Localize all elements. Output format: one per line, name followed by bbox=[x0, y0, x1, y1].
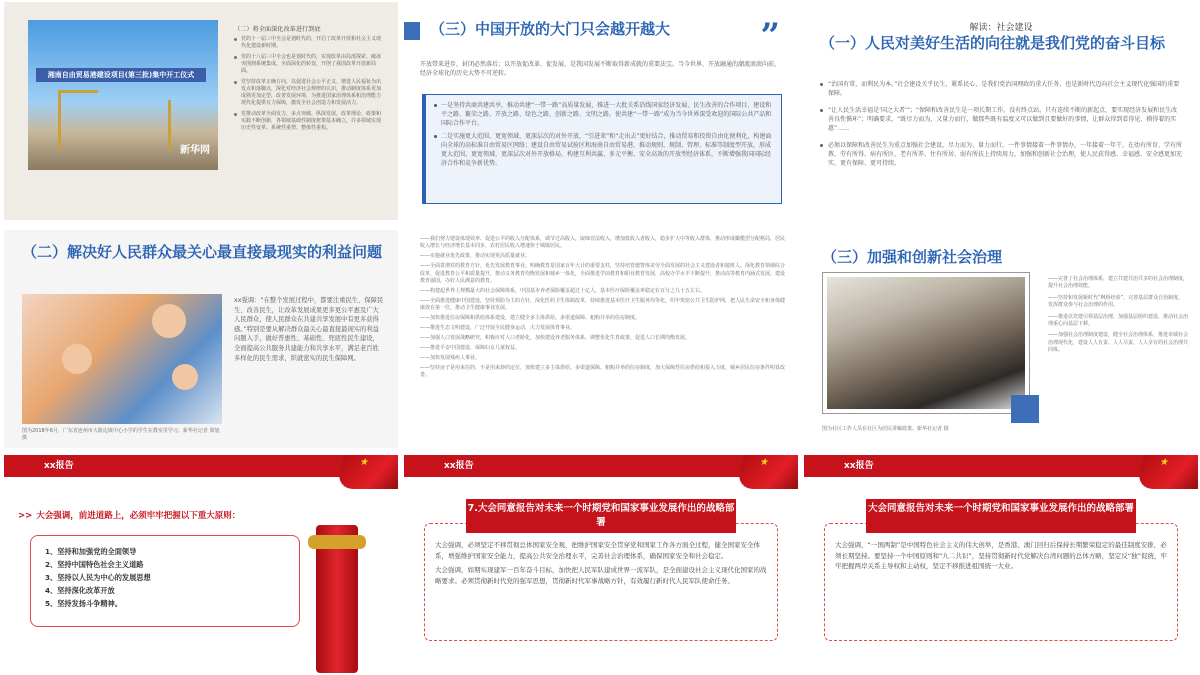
list-item: 3、坚持以人民为中心的发展思想 bbox=[45, 573, 151, 582]
slide-thumbnail-5[interactable] bbox=[404, 230, 798, 448]
list-item: ——坚持房子是用来住的、不是用来炒的定位，加快建立多主体供给、多渠道保障、租购并举的住房制度，加大保障性住房供给和投入力度，城乡居民住房条件明显改善。 bbox=[420, 364, 786, 379]
paragraph: 大会强调，如期实现建军一百年奋斗目标，加快把人民军队建成世界一流军队，是全面建设社会主义现代化国家的战略要求。必须贯彻新时代党的强军思想，贯彻新时代军事战略方针，有效履行新时代人民军队使命任务。 bbox=[435, 566, 767, 585]
slide-subtitle: 解读：社会建设 bbox=[969, 23, 1033, 33]
list-item: 党推动改革全面发力、多点突破、纵深发展，改革理论、政策和实践不断创新，各领域基础性制度框架基本确立，许多领域实现历史性变革、系统性重塑、整体性重构。 bbox=[234, 111, 384, 132]
community-photo-frame bbox=[822, 272, 1030, 414]
reform-bullet-list bbox=[234, 36, 384, 132]
list-item: ——构建起世界上规模最大的社会保障体系，中国基本养老保险覆盖超过十亿人，基本医疗保险覆盖率稳定在百分之九十五左右。 bbox=[420, 287, 706, 294]
section-banner: 大会同意报告对未来一个时期党和国家事业发展作出的战略部署 bbox=[866, 499, 1136, 533]
list-item: ——坚持和发展新时代“枫桥经验”，完善基层群众自治制度，发挥群众参与社会治理的作用。 bbox=[1048, 294, 1184, 309]
red-flag-icon bbox=[735, 455, 798, 489]
list-item: 党坚持改革正确方向，以促进社会公平正义、增进人民福祉为出发点和落脚点，深化对经济社会规律的认识，推动制度体系更加成熟更加定型，改善发展环境，为推进国家治理体系和治理能力现代化提供有力保障，激发全社会创造力和发展活力。 bbox=[234, 79, 384, 107]
slide-thumbnail-2[interactable] bbox=[404, 2, 798, 220]
list-item: ——加强人口发展战略研究，积极应对人口老龄化，加快建设养老服务体系，调整优化生育政策，促进人口长期均衡发展。 bbox=[420, 334, 691, 341]
list-item: 党的十一届三中全会是划时代的，开启了改革开放和社会主义现代化建设新时期。 bbox=[234, 36, 384, 50]
content-box bbox=[824, 523, 1178, 641]
photo-caption: 图为社区工作人员在社区为居民讲解政策。新华社记者 摄 bbox=[822, 426, 949, 432]
slide-thumbnail-3[interactable] bbox=[804, 2, 1198, 220]
list-item: 一是坚持共商共建共享，推动共建“一带一路”高质量发展，推进一大批关系沿线国家经济发展、民生改善的合作项目，建设和平之路、繁荣之路、开放之路、绿色之路、创新之路、文明之路，使共建“一带一路”成为当今世界深受欢迎的国际公共产品和国际合作平台。 bbox=[434, 101, 773, 128]
content-box bbox=[424, 523, 778, 641]
photo-watermark: 新华网 bbox=[180, 145, 210, 156]
list-item: “治国有常，而利民为本。”社会建设关乎民生，紧系民心，是我们党治国理政的重大任务，也是新时代迈向社会主义现代化强国的重要保障。 bbox=[820, 80, 1182, 98]
list-item: 4、坚持深化改革开放 bbox=[45, 586, 115, 595]
person-shape bbox=[172, 364, 198, 390]
list-item: ——加快推进住房保障和供给体系建设，建立健全多主体供给、多渠道保障、租购并举的住房制度。 bbox=[420, 315, 641, 322]
double-arrow-icon: >> bbox=[18, 511, 33, 521]
principles-box bbox=[30, 535, 300, 627]
list-item: 党的十八届三中全会也是划时代的，实现改革由局部探索、破冰突围到系统集成、全面深化的转变，开创了我国改革开放新局面。 bbox=[234, 54, 384, 75]
slide-body: xx强调：“在整个发展过程中，都要注重民生、保障民生、改善民生，让改革发展成果更多更公平惠及广大人民群众，使人民群众在共建共享发展中有更多获得感。”特别是要从解决群众最关心最直接最现实的利益问题入手，做好普惠性、基础性、兜底性民生建设，全面提高公共服务共建能力和共享水平，满足老百姓多样化的民生需求，织就密实的民生保障网。 bbox=[234, 297, 384, 362]
title-accent-square bbox=[404, 22, 420, 40]
slide-thumbnail-6[interactable] bbox=[804, 230, 1198, 448]
huabiao-pillar-icon bbox=[316, 525, 358, 673]
section-banner: 7.大会同意报告对未来一个时期党和国家事业发展作出的战略部署 bbox=[466, 499, 736, 533]
slide-title: （三）加强和创新社会治理 bbox=[822, 248, 1003, 266]
red-flag-icon bbox=[335, 455, 398, 489]
photo-caption: 图为2018年6月，广东省连州市大路边镇中心小学的学生在教室里学习。新华社记者 梁旭 摄 bbox=[22, 428, 220, 442]
livelihood-list bbox=[420, 236, 786, 382]
slide-body bbox=[820, 80, 1182, 176]
report-header: xx报告 bbox=[804, 455, 1198, 477]
crane-shape bbox=[168, 100, 171, 150]
list-item: ——全面贯彻党的教育方针，优先发展教育事业，明确教育是国家百年大计的重要支柱，坚持培育德智体美劳全面发展的社会主义建设者和接班人，深化教育领域综合改革，促进教育公平和质量提升，推动义务教育均衡发展和城乡一体化，全面推进学前教育和职业教育发展，高校办学水平不断提升，推动高等教育内涵式发展，建设教育强国，办好人民满意的教育。 bbox=[420, 263, 786, 285]
list-item: ——我们努力建设体现效率、促进公平的收入分配体系，调节过高收入，取缔非法收入，增加低收入者收入，稳步扩大中等收入群体，推动形成橄榄型分配格局，居民收入增长与经济增长基本同步，农村居民收入增速快于城镇居民。 bbox=[420, 236, 786, 250]
photo-banner: 湘南自由贸易港建设项目(第三批)集中开工仪式 bbox=[36, 68, 206, 82]
lead-line bbox=[18, 509, 240, 521]
reform-text-column bbox=[234, 24, 384, 136]
slide-body bbox=[1048, 276, 1188, 359]
list-item: ——全面推进健康中国建设，坚持预防为主的方针，深化医药卫生体制改革，持续推进基本医疗卫生服务均等化，织牢筑密公共卫生防护网，把人民生命安全和身体健康放在第一位，推动卫生健康事业发展。 bbox=[420, 297, 786, 312]
person-shape bbox=[152, 304, 186, 338]
opening-points-box bbox=[422, 94, 782, 204]
report-header: xx报告 bbox=[404, 455, 798, 477]
list-item: ——推进以党建引领基层治理，加强基层组织建设，推动社会治理重心向基层下移。 bbox=[1048, 313, 1189, 328]
slide-thumbnail-7[interactable] bbox=[4, 455, 398, 673]
list-item: ——实施就业优先政策，推动实现更高质量就业。 bbox=[420, 253, 531, 260]
report-header: xx报告 bbox=[4, 455, 398, 477]
slide-title: （一）人民对美好生活的向往就是我们党的奋斗目标 bbox=[820, 34, 1166, 52]
lead-text: 大会强调，前进道路上，必须牢牢把握以下重大原则： bbox=[36, 511, 241, 521]
list-item: ——加强社会治理制度建设，健全社会治理体系，推进市域社会治理现代化，建设人人有责、人人尽责、人人享有的社会治理共同体。 bbox=[1048, 332, 1189, 354]
photo-accent-square bbox=[1011, 395, 1039, 423]
paragraph: 大会强调，必须坚定不移贯彻总体国家安全观，把维护国家安全贯穿党和国家工作各方面全过程，健全国家安全体系，增强维护国家安全能力，提高公共安全治理水平，完善社会治理体系，确保国家安全和社会稳定。 bbox=[435, 541, 760, 560]
slide-thumbnail-1[interactable] bbox=[4, 2, 398, 220]
slide-thumbnail-9[interactable] bbox=[804, 455, 1198, 673]
list-item: ——完善了社会治理体系，建立共建共治共享的社会治理制度，提升社会治理效能。 bbox=[1048, 276, 1189, 290]
section-heading: （二）将全面深化改革进行到底 bbox=[234, 26, 321, 33]
star-icon: ★ bbox=[358, 457, 371, 468]
list-item: ——推进平安中国建设，保障妇女儿童权益。 bbox=[420, 344, 521, 351]
list-item: 5、坚持发扬斗争精神。 bbox=[45, 599, 122, 608]
slide-title: （三）中国开放的大门只会越开越大 bbox=[430, 20, 671, 38]
list-item: “让人民生活幸福是‘国之大者’”；“保障和改善民生是一项长期工作，没有终点站，只有连续不断的新起点，要实现经济发展和民生改善良性循环”；明确要求，“既尽力而为，又量力而行，做那些既有温度又可以做到且要做好的事情，让群众得到看得见、摸得着的实惠”…… bbox=[820, 106, 1182, 133]
intro-paragraph: 开放带来进步，封闭必然落后；以开放促改革、促发展，是我国发展不断取得新成就的重要法宝。当今世界，开放融通的潮流滚滚向前，经济全球化的历史大势不可逆转。 bbox=[420, 61, 781, 77]
list-item: 1、坚持和加强党的全面领导 bbox=[45, 547, 137, 556]
list-item: 2、坚持中国特色社会主义道路 bbox=[45, 560, 144, 569]
list-item: ——加快发展残疾人事业。 bbox=[420, 354, 481, 361]
person-shape bbox=[62, 344, 92, 374]
community-photo bbox=[827, 277, 1025, 409]
slide-thumbnail-8[interactable] bbox=[404, 455, 798, 673]
crane-shape bbox=[58, 90, 98, 93]
paragraph: 大会强调，“一国两制”是中国特色社会主义的伟大创举，是香港、澳门回归后保持长期繁荣稳定的最佳制度安排，必须长期坚持。要坚持一个中国原则和“九二共识”，坚持贯彻新时代党解决台湾问题的总体方略，坚定反“独”促统，牢牢把握两岸关系主导权和主动权，坚定不移推进祖国统一大业。 bbox=[835, 541, 1167, 570]
slide-title: （二）解决好人民群众最关心最直接最现实的利益问题 bbox=[22, 243, 383, 261]
crane-shape bbox=[58, 90, 61, 150]
construction-photo bbox=[28, 20, 218, 170]
quote-mark-icon: ” bbox=[760, 16, 780, 56]
classroom-photo bbox=[22, 294, 222, 424]
list-item: ——推进生态文明建设，广泛开展全民健身运动，大力发展体育事业。 bbox=[420, 325, 576, 332]
star-icon: ★ bbox=[758, 457, 771, 468]
red-flag-icon bbox=[1135, 455, 1198, 489]
list-item: 必须以保障和改善民生为重点加强社会建设，尽力而为、量力而行，一件事情接着一件事情办，一年接着一年干，在幼有所育、学有所教、劳有所得、病有所医、老有所养、住有所居、弱有所扶上持续用力，加强和创新社会治理，使人民获得感、幸福感、安全感更加充实、更有保障、更可持续。 bbox=[820, 141, 1182, 168]
list-item: 二是实施更大范围、更宽领域、更深层次的对外开放，“引进来”和“走出去”更好结合，推动贸易和投资自由化便利化，构建面向全球的高标准自由贸易区网络；建设自由贸易试验区和海南自由贸易港，推动规则、规制、管理、标准等制度型开放，形成更大范围、更宽领域、更深层次对外开放格局，构建互利共赢、多元平衡、安全高效的开放型经济体系，不断增强我国国际经济合作和竞争新优势。 bbox=[434, 132, 773, 168]
star-icon: ★ bbox=[1158, 457, 1171, 468]
slide-thumbnail-4[interactable] bbox=[4, 230, 398, 448]
